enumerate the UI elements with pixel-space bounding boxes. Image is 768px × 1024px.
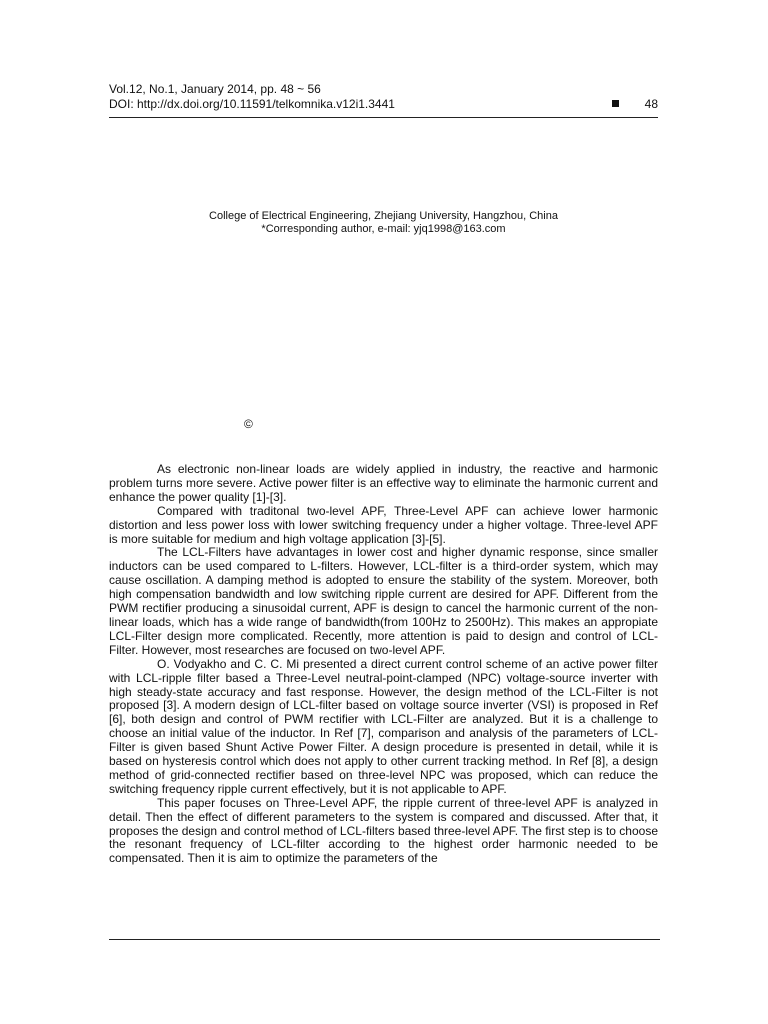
- copyright-symbol: ©: [244, 417, 253, 431]
- corresponding-author-line: *Corresponding author, e-mail: yjq1998@163.com: [261, 223, 506, 235]
- institution-line: College of Electrical Engineering, Zhejiang University, Hangzhou, China: [209, 210, 558, 222]
- body-paragraph: As electronic non-linear loads are widely applied in industry, the reactive and harmonic problem turns more severe. Active power filter is an effective way to eliminate the harmonic current and enhance the power quality [1]-[3].: [109, 462, 658, 504]
- introduction-body: [109, 463, 658, 866]
- journal-citation: Vol.12, No.1, January 2014, pp. 48 ~ 56: [109, 82, 321, 96]
- running-header: [109, 82, 658, 112]
- footer-divider: [109, 939, 660, 940]
- body-paragraph: O. Vodyakho and C. C. Mi presented a direct current control scheme of an active power filter with LCL-ripple filter based a Three-Level neutral-point-clamped (NPC) voltage-source inverter with high steady-state accuracy and fast response. However, the design method of the LCL-Filter is not proposed [3]. A modern design of LCL-filter based on voltage source inverter (VSI) is proposed in Ref [6], both design and control of PWM rectifier with LCL-Filter are analyzed. But it is a challenge to choose an initial value of the inductor. In Ref [7], comparison and analysis of the parameters of LCL-Filter is given based Shunt Active Power Filter. A design procedure is presented in detail, while it is based on hysteresis control which does not apply to other current tracking method. In Ref [8], a design method of grid-connected rectifier based on three-level NPC was proposed, which can reduce the switching frequency ripple current effectively, but it is not applicable to APF.: [109, 656, 658, 796]
- body-paragraph: Compared with traditonal two-level APF, Three-Level APF can achieve lower harmonic distortion and less power loss with lower switching frequency under a higher voltage. Three-level APF is more suitable for medium and high voltage application [3]-[5].: [109, 503, 658, 546]
- header-page-info: [612, 97, 658, 112]
- body-paragraph: The LCL-Filters have advantages in lower cost and higher dynamic response, since smaller inductors can be used compared to L-filters. However, LCL-filter is a third-order system, which may cause oscillation. A damping method is adopted to ensure the stability of the system. Moreover, both high compensation bandwidth and low switching ripple current are desired for APF. Different from the PWM rectifier producing a sinusoidal current, APF is design to cancel the harmonic current of the non-linear loads, which has a wide range of bandwidth(from 100Hz to 2500Hz). This makes an appropiate LCL-Filter design more complicated. Recently, more attention is paid to design and control of LCL-Filter. However, most researches are focused on two-level APF.: [109, 545, 658, 657]
- body-paragraph: This paper focuses on Three-Level APF, the ripple current of three-level APF is analyzed in detail. Then the effect of different parameters to the system is compared and discussed. After that, it proposes the design and control method of LCL-filters based three-level APF. The first step is to choose the resonant frequency of LCL-filter according to the highest order harmonic needed to be compensated. Then it is aim to optimize the parameters of the: [109, 795, 658, 866]
- doi-link[interactable]: DOI: http://dx.doi.org/10.11591/telkomnika.v12i1.3441: [109, 97, 395, 111]
- page-number: 48: [644, 97, 658, 111]
- header-divider: [109, 117, 658, 118]
- square-bullet-icon: [612, 100, 619, 107]
- author-affiliation: [109, 210, 658, 236]
